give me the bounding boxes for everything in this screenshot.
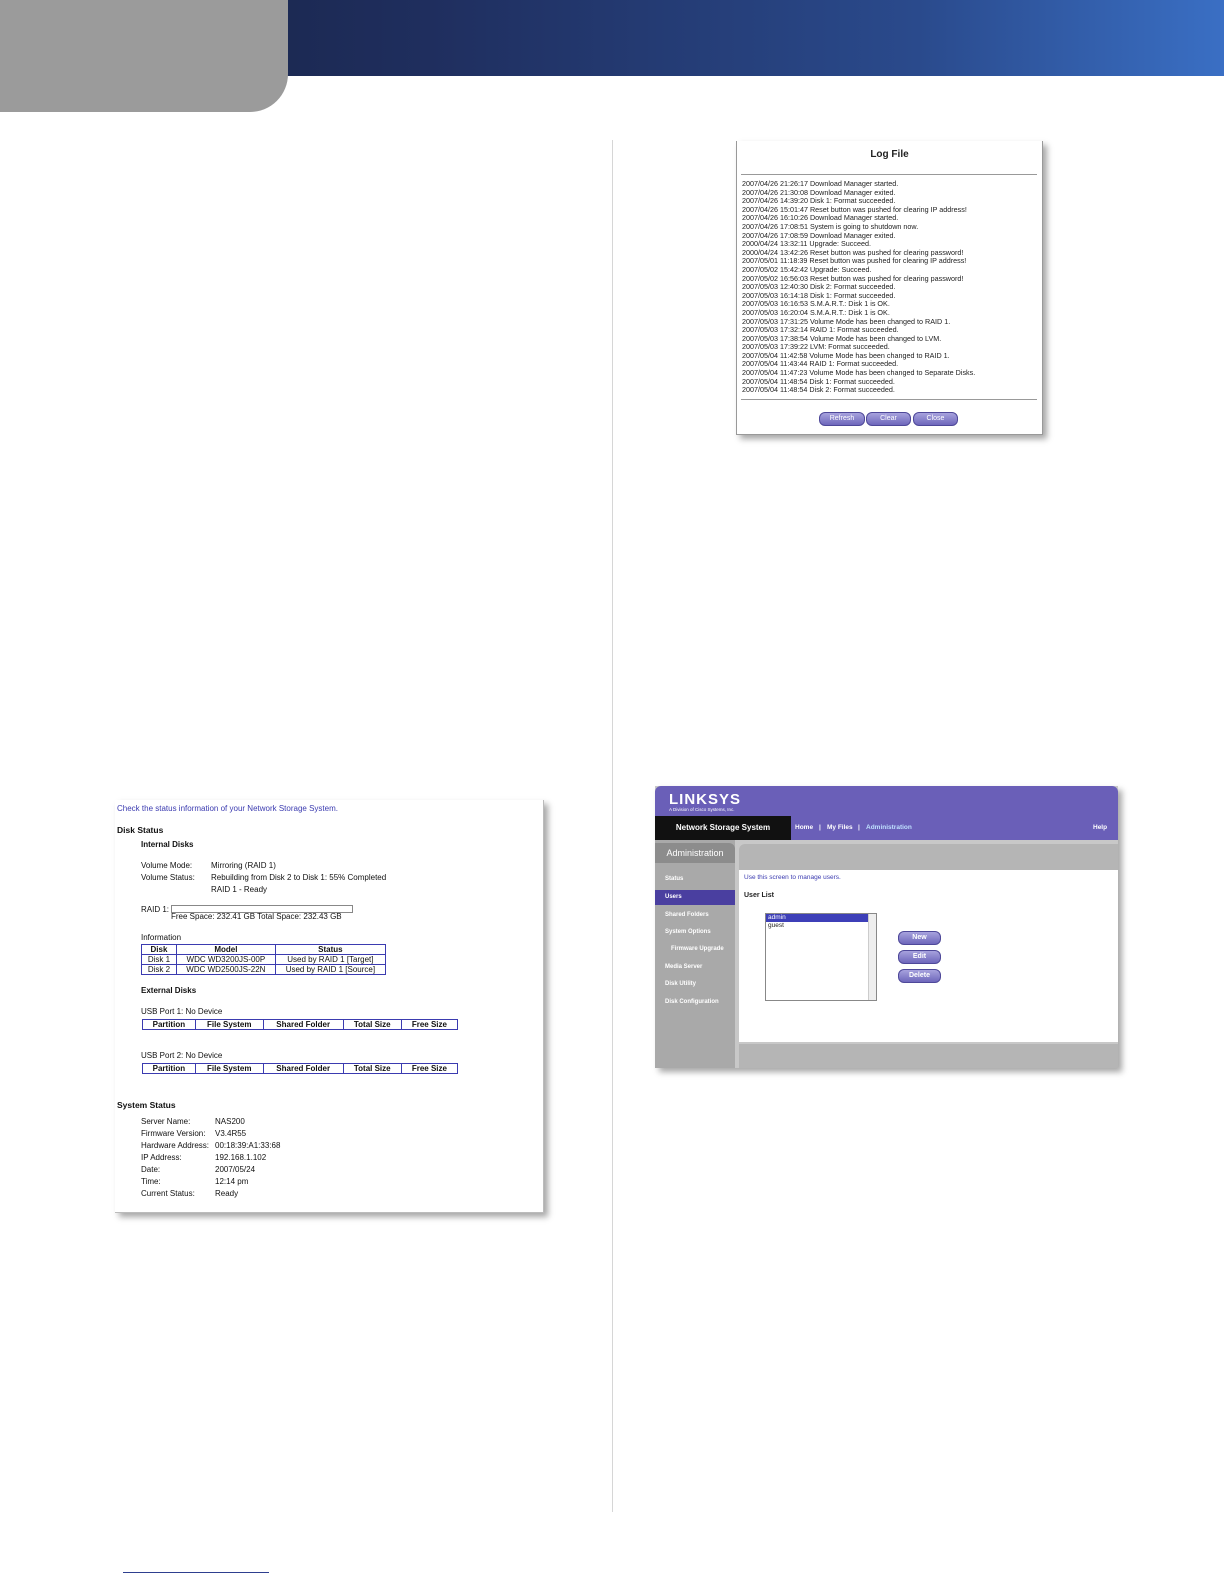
status-intro: Check the status information of your Network Storage System. xyxy=(117,804,338,813)
log-line: 2007/05/03 17:32:14 RAID 1: Format succeeded. xyxy=(742,326,899,335)
volume-status-label: Volume Status: xyxy=(141,873,195,882)
product-name: Network Storage System xyxy=(655,816,791,840)
table-header: Total Size xyxy=(343,1020,401,1030)
system-status-heading: System Status xyxy=(117,1100,176,1110)
sidebar-item-media-server[interactable]: Media Server xyxy=(665,964,703,970)
log-line: 2007/04/26 17:08:51 System is going to shutdown now. xyxy=(742,222,919,231)
disk-status-heading: Disk Status xyxy=(117,825,164,835)
user-list-heading: User List xyxy=(744,892,774,899)
user-option-guest[interactable]: guest xyxy=(768,922,784,929)
log-file-screenshot xyxy=(736,141,1043,435)
internal-disks-heading: Internal Disks xyxy=(141,840,194,849)
table-header: Disk xyxy=(142,945,177,955)
log-line: 2007/05/03 17:38:54 Volume Mode has been changed to LVM. xyxy=(742,334,942,343)
table-header: Shared Folder xyxy=(263,1064,343,1074)
log-line: 2007/05/02 16:56:03 Reset button was pushed for clearing password! xyxy=(742,274,964,283)
hardware-address-label: Hardware Address: xyxy=(141,1141,210,1150)
admin-users-screenshot xyxy=(655,786,1118,1068)
table-header: Shared Folder xyxy=(263,1020,343,1030)
footer-rule xyxy=(123,1572,269,1573)
usb1-label: USB Port 1: No Device xyxy=(141,1007,223,1016)
table-header: Partition xyxy=(143,1020,196,1030)
header-tab xyxy=(0,0,288,112)
log-line: 2007/05/02 15:42:42 Upgrade: Succeed. xyxy=(742,265,872,274)
disk-info-table xyxy=(141,944,386,975)
table-cell: Used by RAID 1 [Source] xyxy=(275,965,385,975)
nav-help[interactable]: Help xyxy=(1093,824,1108,831)
time-value: 12:14 pm xyxy=(215,1177,249,1186)
usb1-table xyxy=(142,1019,458,1030)
table-header-row xyxy=(143,1064,458,1074)
log-list xyxy=(742,180,1040,395)
column-divider xyxy=(612,140,613,1512)
log-line: 2007/04/26 16:10:26 Download Manager started. xyxy=(742,214,899,223)
new-user-button[interactable]: New xyxy=(898,931,941,945)
external-disks-heading: External Disks xyxy=(141,986,197,995)
logo-tagline: A Division of Cisco Systems, Inc. xyxy=(669,807,735,812)
delete-user-button[interactable]: Delete xyxy=(898,969,941,983)
usb2-label: USB Port 2: No Device xyxy=(141,1051,223,1060)
table-row xyxy=(142,965,386,975)
table-header-row xyxy=(142,945,386,955)
log-line: 2007/05/04 11:48:54 Disk 1: Format succeeded. xyxy=(742,377,895,386)
log-line: 2007/05/03 16:16:53 S.M.A.R.T.: Disk 1 is OK. xyxy=(742,300,890,309)
table-cell: WDC WD3200JS-00P xyxy=(176,955,275,965)
hardware-address-value: 00:18:39:A1:33:68 xyxy=(215,1141,281,1150)
sidebar-title: Administration xyxy=(655,843,735,863)
log-line: 2007/04/26 17:08:59 Download Manager exited. xyxy=(742,231,896,240)
admin-sidebar xyxy=(655,840,735,1068)
table-cell: Disk 1 xyxy=(142,955,177,965)
status-screenshot xyxy=(115,800,544,1213)
close-button[interactable]: Close xyxy=(913,412,958,426)
user-option-admin[interactable]: admin xyxy=(766,914,868,922)
table-header: Free Size xyxy=(401,1064,457,1074)
server-name-label: Server Name: xyxy=(141,1117,191,1126)
server-name-value: NAS200 xyxy=(215,1117,245,1126)
table-header: Status xyxy=(275,945,385,955)
volume-status-line2: RAID 1 - Ready xyxy=(211,885,268,894)
log-line: 2007/05/04 11:43:44 RAID 1: Format succeeded. xyxy=(742,360,899,369)
time-label: Time: xyxy=(141,1177,161,1186)
content-footer xyxy=(739,1044,1118,1068)
firmware-version-value: V3.4R55 xyxy=(215,1129,247,1138)
listbox-scrollbar[interactable] xyxy=(868,914,876,1000)
table-header: Model xyxy=(176,945,275,955)
linksys-logo: LINKSYS xyxy=(669,791,742,808)
table-header: Total Size xyxy=(343,1064,401,1074)
log-line: 2007/04/26 15:01:47 Reset button was pushed for clearing IP address! xyxy=(742,205,967,214)
log-line: 2007/05/04 11:48:54 Disk 2: Format succeeded. xyxy=(742,386,895,395)
raid-label: RAID 1: xyxy=(141,905,170,914)
sidebar-item-shared-folders[interactable]: Shared Folders xyxy=(665,912,709,918)
table-cell: Used by RAID 1 [Target] xyxy=(275,955,385,965)
nav-separator: | xyxy=(858,824,860,831)
date-label: Date: xyxy=(141,1165,161,1174)
clear-button[interactable]: Clear xyxy=(866,412,911,426)
log-line: 2000/04/24 13:42:26 Reset button was pushed for clearing password! xyxy=(742,248,964,257)
log-line: 2007/05/03 17:39:22 LVM: Format succeeded. xyxy=(742,343,890,352)
information-heading: Information xyxy=(141,933,182,942)
nav-home[interactable]: Home xyxy=(795,824,814,831)
table-header: File System xyxy=(195,1020,263,1030)
table-header: Free Size xyxy=(401,1020,457,1030)
log-line: 2007/04/26 14:39:20 Disk 1: Format succeeded. xyxy=(742,197,896,206)
firmware-version-label: Firmware Version: xyxy=(141,1129,206,1138)
sidebar-item-disk-utility[interactable]: Disk Utility xyxy=(665,981,697,987)
users-intro: Use this screen to manage users. xyxy=(744,874,841,881)
table-cell: Disk 2 xyxy=(142,965,177,975)
edit-user-button[interactable]: Edit xyxy=(898,950,941,964)
ip-address-value: 192.168.1.102 xyxy=(215,1153,267,1162)
sidebar-item-system-options[interactable]: System Options xyxy=(665,929,711,935)
log-line: 2007/04/26 21:30:08 Download Manager exited. xyxy=(742,188,896,197)
content-header xyxy=(739,844,1118,870)
divider xyxy=(741,174,1037,175)
volume-status-line1: Rebuilding from Disk 2 to Disk 1: 55% Completed xyxy=(211,873,387,882)
user-listbox[interactable] xyxy=(765,913,877,1001)
usb2-table xyxy=(142,1063,458,1074)
table-header: File System xyxy=(195,1064,263,1074)
divider xyxy=(741,399,1037,400)
table-cell: WDC WD2500JS-22N xyxy=(176,965,275,975)
ip-address-label: IP Address: xyxy=(141,1153,182,1162)
log-line: 2007/05/04 11:47:23 Volume Mode has been changed to Separate Disks. xyxy=(742,369,976,378)
current-status-value: Ready xyxy=(215,1189,239,1198)
sidebar-item-status[interactable]: Status xyxy=(665,876,684,882)
log-line: 2007/05/01 11:18:39 Reset button was pushed for clearing IP address! xyxy=(742,257,967,266)
log-line: 2007/04/26 21:26:17 Download Manager started. xyxy=(742,180,899,188)
current-status-label: Current Status: xyxy=(141,1189,195,1198)
sidebar-item-users[interactable]: Users xyxy=(655,890,735,905)
table-header: Partition xyxy=(143,1064,196,1074)
sidebar-item-firmware-upgrade[interactable]: Firmware Upgrade xyxy=(671,946,724,952)
log-line: 2000/04/24 13:32:11 Upgrade: Succeed. xyxy=(742,240,871,249)
log-line: 2007/05/04 11:42:58 Volume Mode has been changed to RAID 1. xyxy=(742,351,950,360)
log-line: 2007/05/03 12:40:30 Disk 2: Format succeeded. xyxy=(742,283,896,292)
nav-my-files[interactable]: My Files xyxy=(827,824,853,831)
table-header-row xyxy=(143,1020,458,1030)
refresh-button[interactable]: Refresh xyxy=(819,412,865,426)
table-row xyxy=(142,955,386,965)
volume-mode-label: Volume Mode: xyxy=(141,861,193,870)
log-line: 2007/05/03 16:20:04 S.M.A.R.T.: Disk 1 is OK. xyxy=(742,308,890,317)
volume-mode-value: Mirroring (RAID 1) xyxy=(211,861,276,870)
sidebar-item-disk-configuration[interactable]: Disk Configuration xyxy=(665,999,719,1005)
raid-space-text: Free Space: 232.41 GB Total Space: 232.43 GB xyxy=(171,912,342,921)
log-file-title: Log File xyxy=(870,149,909,160)
log-line: 2007/05/03 17:31:25 Volume Mode has been changed to RAID 1. xyxy=(742,317,951,326)
nav-separator: | xyxy=(819,824,821,831)
nav-administration[interactable]: Administration xyxy=(866,824,912,831)
date-value: 2007/05/24 xyxy=(215,1165,256,1174)
log-line: 2007/05/03 16:14:18 Disk 1: Format succeeded. xyxy=(742,291,896,300)
